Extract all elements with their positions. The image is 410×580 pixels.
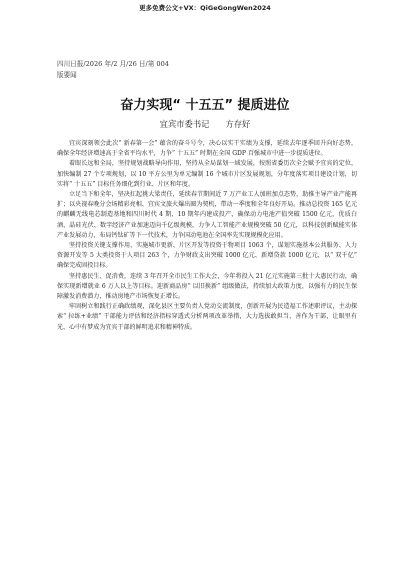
byline bbox=[0, 118, 410, 130]
watermark-text: 更多免费公文+VX：QiGeGongWen2024 bbox=[139, 4, 271, 12]
section-label: 版要闻 bbox=[57, 71, 77, 79]
article-paragraph: 坚持惠民生、促消费，连续 3 年召开全市民生工作大会，今年将投入 21 亿元实施第三批十大惠民行动，确保实现新增就业 6 万人以上等目标。迎新商品房“ 以旧换新” 组级做法，持续加大政策力度，以强有力的民生保障激发消费潜力，推动房地产市场恢复正增长。 bbox=[57, 272, 357, 301]
article-paragraph: 着眼长远和全局，坚持规划战略导向作用，坚持从全局谋划一域发展，按照省委历次全会赋予宜宾的定位，加快编制 27 个专项规划，以 10 平方公里为单元编制 16 个城市片区发展规划，分年度落实项目建设计划，切实将“ 十五五” 目标任务细化到行业、片区和年度。 bbox=[57, 160, 357, 188]
byline-org: 宜宾市委书记 bbox=[159, 119, 210, 129]
issue-metadata bbox=[57, 59, 169, 81]
issue-line: 四川日报/2026 年/2 月/26 日/第 004 bbox=[57, 60, 169, 68]
article-paragraph: 牢固树立和践行正确政绩观，深化县区主要负责人党动交流制度，创新开展为民造福工作述职评议，主动探索“ 拉练+业绩” 干部能力评估和经济指标穿透式分析两项改革举措，大力选拔敢担当、善作为干部，让眼里有光、心中有梦成为宜宾干部的鲜明追求和精神特质。 bbox=[57, 303, 357, 331]
article-paragraph: 宜宾深刻领会此次“ 新春第一会” 蕴含的奋斗号令，决心以实干实绩为支撑，延续去年逐季回升向好态势，确保全年经济增速高于全省平均水平，力争“ 十五五” 时期在全国 GDP 百强城市中进一步提质进位。 bbox=[57, 140, 357, 158]
article-title: 奋力实现“ 十五五” 提质进位 bbox=[120, 98, 290, 113]
byline-author: 方存好 bbox=[225, 119, 251, 129]
article-paragraph: 坚持投资关键支撑作用，实施城市更新、片区开发等投资于物项目 1063 个，谋划实施基本公共服务、人力资源开发等 5 大类投资于人项目 263 个，力争财政支出突破 1000 亿元、新增贷款 1000 亿元，以“ 双千亿” 确保完成固投目标。 bbox=[57, 242, 357, 270]
article-body bbox=[57, 139, 357, 333]
article-paragraph: 立足当下和全年，坚决扛起挑大梁责任，延续春节期间近 7 万产业工人加班加点态势，助推主导产业产能再扩；以央视春晚分会场精彩亮相、宜宾文旅火爆出圈为契机，带动一季度和全年良好开局。推动总投资 165 亿元的麒麟无线电芯制造基地和四川时代 4 期、10 期年内建成投产，确保动力电池产值突破 1500 亿元，优质白酒、晶硅光伏、数字经济产业加速迈向千亿级规模，力争人工智能产业规模突破 50 亿元，以科技创新赋能实体产业发展动力，布局钙钛矿等下一代技术，力争国动电池在全国率先实现规模化应用。 bbox=[57, 191, 357, 239]
